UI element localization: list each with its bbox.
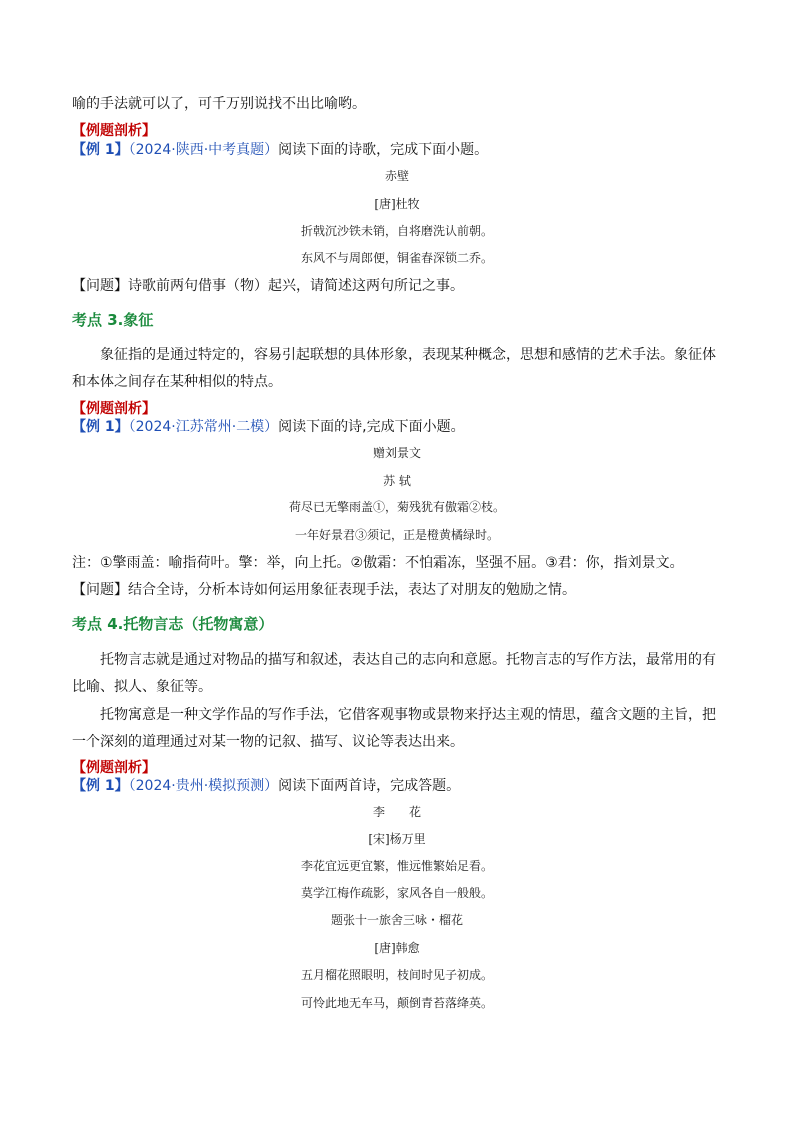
paragraph-allegory: 托物寓意是一种文学作品的写作手法，它借客观事物或景物来抒达主观的情思，蕴含文题的主旨，把一个深刻的道理通过对某一物的记叙、描写、议论等表达出来。 bbox=[72, 707, 716, 750]
example-instruction: 阅读下面的诗歌，完成下面小题。 bbox=[278, 142, 489, 158]
section-heading-3: 考点 3.象征 bbox=[72, 311, 154, 329]
poem-line: 一年好景君③须记，正是橙黄橘绿时。 bbox=[294, 528, 499, 542]
example-2-header bbox=[72, 417, 722, 437]
example-source: （2024·江苏常州·二模） bbox=[128, 419, 279, 435]
example-source: （2024·陕西·中考真题） bbox=[128, 142, 279, 158]
example-label: 【例题剖析】 bbox=[72, 760, 156, 776]
example-instruction: 阅读下面两首诗，完成答题。 bbox=[278, 778, 461, 794]
example-tag: 【例 1】 bbox=[72, 142, 129, 158]
poem-line: 五月榴花照眼明，枝间时见子初成。 bbox=[300, 968, 493, 982]
poem-line: 可怜此地无车马，颠倒青苔落绛英。 bbox=[300, 996, 493, 1010]
poem-line: 莫学江梅作疏影，家风各自一般般。 bbox=[300, 886, 493, 900]
example-label: 【例题剖析】 bbox=[72, 123, 156, 139]
example-3-header bbox=[72, 776, 722, 796]
example-instruction: 阅读下面的诗,完成下面小题。 bbox=[278, 419, 465, 435]
example-section-2 bbox=[72, 399, 722, 419]
poem-title: 赤壁 bbox=[384, 169, 409, 183]
example-1-header bbox=[72, 140, 722, 160]
poem-author: [唐]杜牧 bbox=[374, 197, 420, 211]
poem-author: [唐]韩愈 bbox=[374, 941, 420, 955]
example-label: 【例题剖析】 bbox=[72, 401, 156, 417]
poem-line: 东风不与周郎便，铜雀春深锁二乔。 bbox=[300, 251, 493, 265]
example-tag: 【例 1】 bbox=[72, 778, 129, 794]
poem-title: 李 花 bbox=[372, 805, 421, 819]
question-text: 【问题】结合全诗，分析本诗如何运用象征表现手法，表达了对朋友的勉励之情。 bbox=[72, 582, 576, 598]
poem-line: 荷尽已无擎雨盖①，菊残犹有傲霜②枝。 bbox=[288, 500, 505, 514]
poem-author: [宋]杨万里 bbox=[368, 832, 426, 846]
question-text: 【问题】诗歌前两句借事（物）起兴，请简述这两句所记之事。 bbox=[72, 278, 464, 294]
example-tag: 【例 1】 bbox=[72, 419, 129, 435]
example-section-3 bbox=[72, 758, 722, 778]
poem-title: 赠刘景文 bbox=[372, 446, 421, 460]
annotation-note: 注：①擎雨盖：喻指荷叶。擎：举，向上托。②傲霜：不怕霜冻，坚强不屈。③君：你，指刘景文。 bbox=[72, 555, 684, 571]
poem-line: 折戟沉沙铁未销，自将磨洗认前朝。 bbox=[300, 224, 493, 238]
poem-line: 李花宜远更宜繁，惟远惟繁始足看。 bbox=[300, 859, 493, 873]
poem-author: 苏 轼 bbox=[383, 474, 411, 488]
example-section-1 bbox=[72, 121, 722, 141]
paragraph-symbolism: 象征指的是通过特定的，容易引起联想的具体形象，表现某种概念，思想和感情的艺术手法。象征体和本体之间存在某种相似的特点。 bbox=[72, 347, 716, 390]
paragraph-metaphor-object: 托物言志就是通过对物品的描写和叙述，表达自己的志向和意愿。托物言志的写作方法，最常用的有比喻、拟人、象征等。 bbox=[72, 652, 716, 695]
section-heading-4: 考点 4.托物言志（托物寓意） bbox=[72, 615, 274, 633]
poem-title: 题张十一旅舍三咏・榴花 bbox=[330, 913, 463, 927]
example-source: （2024·贵州·模拟预测） bbox=[128, 778, 279, 794]
intro-text: 喻的手法就可以了，可千万别说找不出比喻哟。 bbox=[72, 96, 366, 112]
